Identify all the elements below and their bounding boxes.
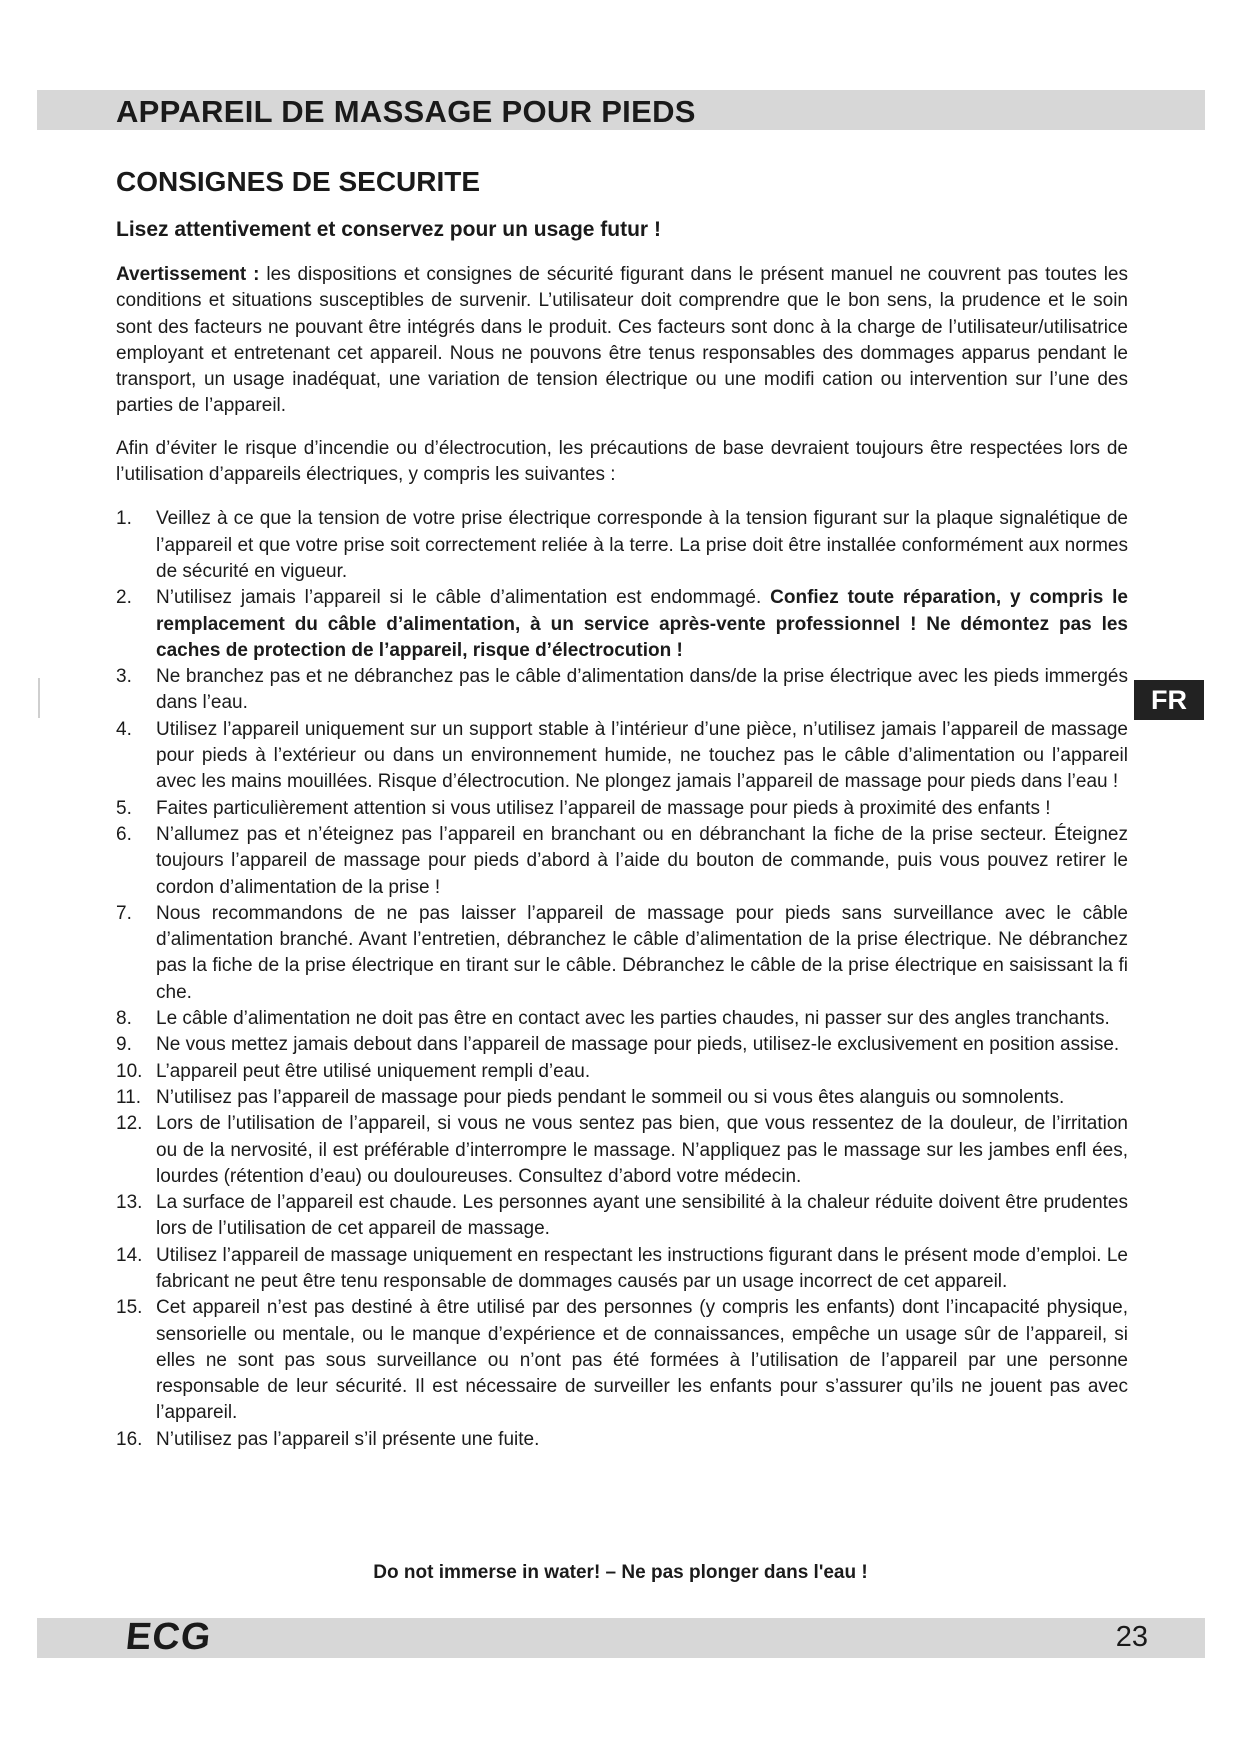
rule-text: Le câble d’alimentation ne doit pas être en contact avec les parties chaudes, ni passer sur des angles tranchants. — [156, 1008, 1110, 1030]
rule-item — [116, 901, 1128, 1006]
brand-logo: ECG — [123, 1616, 214, 1658]
rule-text: Ne branchez pas et ne débranchez pas le câble d’alimentation dans/de la prise électrique avec les pieds immergés dans l’eau. — [156, 666, 1128, 714]
safety-rules-list — [116, 506, 1128, 1453]
page-title: APPAREIL DE MASSAGE POUR PIEDS — [116, 94, 696, 129]
rule-number: 5. — [116, 797, 132, 819]
rule-number: 14. — [116, 1244, 143, 1266]
rule-text: N’utilisez pas l’appareil s’il présente une fuite. — [156, 1428, 540, 1450]
rule-item — [116, 822, 1128, 901]
rule-number: 7. — [116, 902, 132, 924]
rule-text: Faites particulièrement attention si vous utilisez l’appareil de massage pour pieds à proximité des enfants ! — [156, 797, 1051, 819]
rule-number: 9. — [116, 1034, 132, 1056]
closing-warning: Do not immerse in water! – Ne pas plonger dans l'eau ! — [373, 1562, 868, 1583]
rule-item — [116, 1032, 1128, 1058]
rule-item — [116, 506, 1128, 585]
rule-item — [116, 1006, 1128, 1032]
rule-number: 15. — [116, 1297, 143, 1319]
rule-number: 4. — [116, 718, 132, 740]
rule-number: 2. — [116, 587, 132, 609]
rule-text: Utilisez l’appareil uniquement sur un support stable à l’intérieur d’une pièce, n’utilisez jamais l’appareil de massage pour pieds à l’extérieur ou dans un environnement humide, ne touchez pas le câble d’alimentation ou l’appareil avec les mains mouillées. Risque d’électrocution. Ne plongez jamais l’appareil de massage pour pieds dans l’eau ! — [156, 718, 1128, 793]
rule-text: La surface de l’appareil est chaude. Les personnes ayant une sensibilité à la chaleur réduite doivent être prudentes lors de l’utilisation de cet appareil de massage. — [156, 1192, 1128, 1240]
rule-item — [116, 1059, 1128, 1085]
rule-text: Lors de l’utilisation de l’appareil, si vous ne vous sentez pas bien, que vous ressentez de la douleur, de l’irritation ou de la nervosité, il est préférable d’interrompre le massage. N’appliquez pas le massage sur les jambes enfl ées, lourdes (rétention d’eau) ou douloureuses. Consultez d’abord votre médecin. — [156, 1113, 1128, 1187]
language-tab: FR — [1134, 680, 1204, 720]
rule-text: Veillez à ce que la tension de votre prise électrique corresponde à la tension figurant sur la plaque signalétique de l’appareil et que votre prise soit correctement reliée à la terre. La prise doit être installée conformément aux normes de sécurité en vigueur. — [156, 508, 1128, 582]
rule-number: 13. — [116, 1192, 143, 1214]
rule-text: N’utilisez jamais l’appareil si le câble d’alimentation est endommagé. — [156, 587, 771, 609]
rule-item — [116, 1243, 1128, 1296]
rule-text: Utilisez l’appareil de massage uniquement en respectant les instructions figurant dans le présent mode d’emploi. Le fabricant ne peut être tenu responsable de dommages causés par un usage incorrect de cet appareil. — [156, 1244, 1128, 1292]
rule-item — [116, 1295, 1128, 1426]
rule-bold-text: Confiez toute réparation, y compris le remplacement du câble d’alimentation, à un service après-vente professionnel ! Ne démontez pas les caches de protection de l’appareil, risque d’électrocution ! — [156, 587, 1128, 661]
rule-item — [116, 1427, 1128, 1453]
warning-text: les dispositions et consignes de sécurité figurant dans le présent manuel ne couvrent pas toutes les conditions et situations susceptibles de survenir. L’utilisateur doit comprendre que le bon sens, la prudence et le soin sont des facteurs ne pouvant être intégrés dans le produit. Ces facteurs sont donc à la charge de l’utilisateur/utilisatrice employant et entretenant cet appareil. Nous ne pouvons être tenus responsables des dommages apparus pendant le transport, un usage inadéquat, une variation de tension électrique ou une modifi cation ou intervention sur l’une des parties de l’appareil. — [116, 264, 1129, 417]
section-title: CONSIGNES DE SECURITE — [116, 166, 481, 197]
rule-text: N’utilisez pas l’appareil de massage pour pieds pendant le sommeil ou si vous êtes alanguis ou somnolents. — [156, 1086, 1065, 1108]
rule-item — [116, 1111, 1128, 1190]
rule-text: Ne vous mettez jamais debout dans l’appareil de massage pour pieds, utilisez-le exclusivement en position assise. — [156, 1034, 1120, 1056]
margin-mark — [38, 678, 40, 718]
rule-text: Cet appareil n’est pas destiné à être utilisé par des personnes (y compris les enfants) dont l’incapacité physique, sensorielle ou mentale, ou le manque d’expérience et de connaissances, empêche un usage sûr de l’appareil, si elles ne sont pas sous surveillance ou n’ont pas été formées à l’utilisation de l’appareil par une personne responsable de leur sécurité. Il est nécessaire de surveiller les enfants pour s’assurer qu’ils ne jouent pas avec l’appareil. — [156, 1297, 1128, 1424]
rule-number: 12. — [116, 1113, 143, 1135]
rule-item — [116, 1085, 1128, 1111]
page-number: 23 — [1115, 1621, 1148, 1653]
rule-number: 3. — [116, 666, 132, 688]
rule-number: 6. — [116, 823, 132, 845]
rule-number: 1. — [116, 508, 132, 530]
rule-number: 10. — [116, 1060, 143, 1082]
warning-label: Avertissement : — [116, 264, 260, 285]
warning-paragraph — [116, 262, 1128, 420]
rule-text: N’allumez pas et n’éteignez pas l’appareil en branchant ou en débranchant la fiche de la prise secteur. Éteignez toujours l’appareil de massage pour pieds d’abord à l’aide du bouton de commande, puis vous pouvez retirer le cordon d’alimentation de la prise ! — [156, 823, 1128, 898]
section-subtitle: Lisez attentivement et conservez pour un usage futur ! — [116, 218, 661, 241]
rule-item — [116, 585, 1128, 664]
rule-number: 11. — [116, 1086, 142, 1108]
rule-item — [116, 717, 1128, 796]
rule-text: L’appareil peut être utilisé uniquement rempli d’eau. — [156, 1060, 591, 1082]
rule-number: 8. — [116, 1008, 132, 1030]
rule-item — [116, 1190, 1128, 1243]
rule-text: Nous recommandons de ne pas laisser l’appareil de massage pour pieds sans surveillance avec le câble d’alimentation branché. Avant l’entretien, débranchez le câble d’alimentation de la prise électrique. Ne débranchez pas la fiche de la prise électrique en tirant sur le câble. Débranchez le câble de la prise électrique en saisissant la fi che. — [156, 902, 1128, 1003]
rule-item — [116, 796, 1128, 822]
rule-number: 16. — [116, 1428, 143, 1450]
document-body — [116, 262, 1128, 1453]
rule-item — [116, 664, 1128, 717]
intro-paragraph: Afin d’éviter le risque d’incendie ou d’électrocution, les précautions de base devraient toujours être respectées lors de l’utilisation d’appareils électriques, y compris les suivantes : — [116, 437, 1128, 486]
